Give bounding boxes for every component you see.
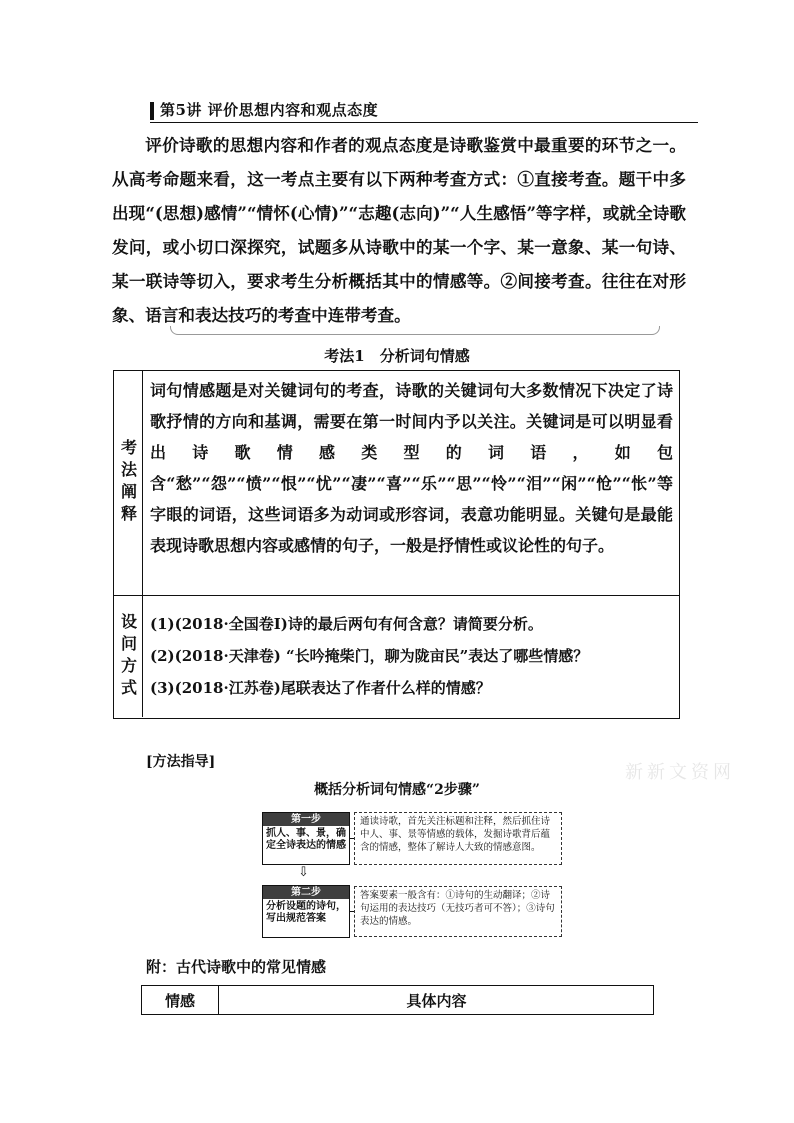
question-style-row: [114, 596, 679, 717]
appendix-title: 附：古代诗歌中的常见情感: [146, 958, 327, 976]
intro-text: 评价诗歌的思想内容和作者的观点态度是诗歌鉴赏中最重要的环节之一。从高考命题来看，这一考点主要有以下两种考查方式：①直接考查。题干中多出现“(思想)感情”“情怀(心情)”“志趣(志向)”“人生感悟”等字样，或就全诗歌发问，或小切口深探究，试题多从诗歌中的某一个字、某一意象、某一句诗、某一联诗等切入，要求考生分析概括其中的情感等。②间接考查。往往在对形象、语言和表达技巧的考查中连带考查。: [112, 135, 686, 325]
row-label-cell: [114, 596, 143, 717]
section-divider: [170, 326, 660, 335]
down-arrow-icon: ⇩: [298, 865, 309, 880]
row-label-cell: [114, 371, 143, 595]
lecture-title: 第5讲 评价思想内容和观点态度: [160, 101, 379, 119]
step2-box: [262, 885, 350, 938]
method-section-title: 考法1 分析词句情感: [324, 347, 470, 365]
step1-heading: 第一步: [263, 813, 349, 826]
question-list: [150, 608, 673, 704]
content-column-header: 具体内容: [406, 991, 467, 1010]
method-table: [113, 370, 680, 719]
diagram-title: 概括分析词句情感“2步骤”: [314, 782, 480, 798]
step2-description: 答案要素一般含有：①诗句的生动翻译；②诗句运用的表达技巧（无技巧者可不答）；③诗句表达的情感。: [354, 886, 562, 937]
intro-paragraph: [112, 128, 686, 332]
question-style-label: 设问方式: [118, 612, 138, 701]
step2-heading: 第二步: [263, 886, 349, 899]
question-item: (3)(2018·江苏卷)尾联表达了作者什么样的情感？: [150, 679, 491, 697]
step1-body: 抓人、事、景，确定全诗表达的情感: [266, 828, 346, 851]
question-item: (1)(2018·全国卷Ⅰ)诗的最后两句有何含意？请简要分析。: [150, 615, 543, 633]
method-explanation-text: 词句情感题是对关键词句的考查，诗歌的关键词句大多数情况下决定了诗歌抒情的方向和基调，需要在第一时间内予以关注。关键词是可以明显看出诗歌情感类型的词语，如包含“愁”“怨”“愤”“恨”“忧”“凄”“喜”“乐”“思”“怜”“泪”“闲”“怆”“怅”等字眼的词语，这些词语多为动词或形容词，表意功能明显。关键句是最能表现诗歌思想内容或感情的句子，一般是抒情性或议论性的句子。: [150, 381, 673, 555]
method-guide-label: [方法指导]: [146, 754, 216, 770]
step1-description: 通读诗歌，首先关注标题和注释，然后抓住诗中人、事、景等情感的载体，发掘诗歌背后蕴含的情感，整体了解诗人大致的情感意图。: [354, 812, 562, 865]
watermark: 新新文资网: [625, 762, 735, 783]
method-explanation-row: [114, 371, 679, 596]
step1-box: [262, 812, 350, 865]
method-explanation-label: 考法阐释: [118, 439, 138, 527]
emotion-column-header: 情感: [142, 986, 219, 1014]
emotion-table: [141, 985, 654, 1015]
step2-body: 分析设题的诗句，写出规范答案: [266, 901, 346, 924]
question-item: (2)(2018·天津卷) “长吟掩柴门，聊为陇亩民”表达了哪些情感？: [150, 647, 589, 665]
